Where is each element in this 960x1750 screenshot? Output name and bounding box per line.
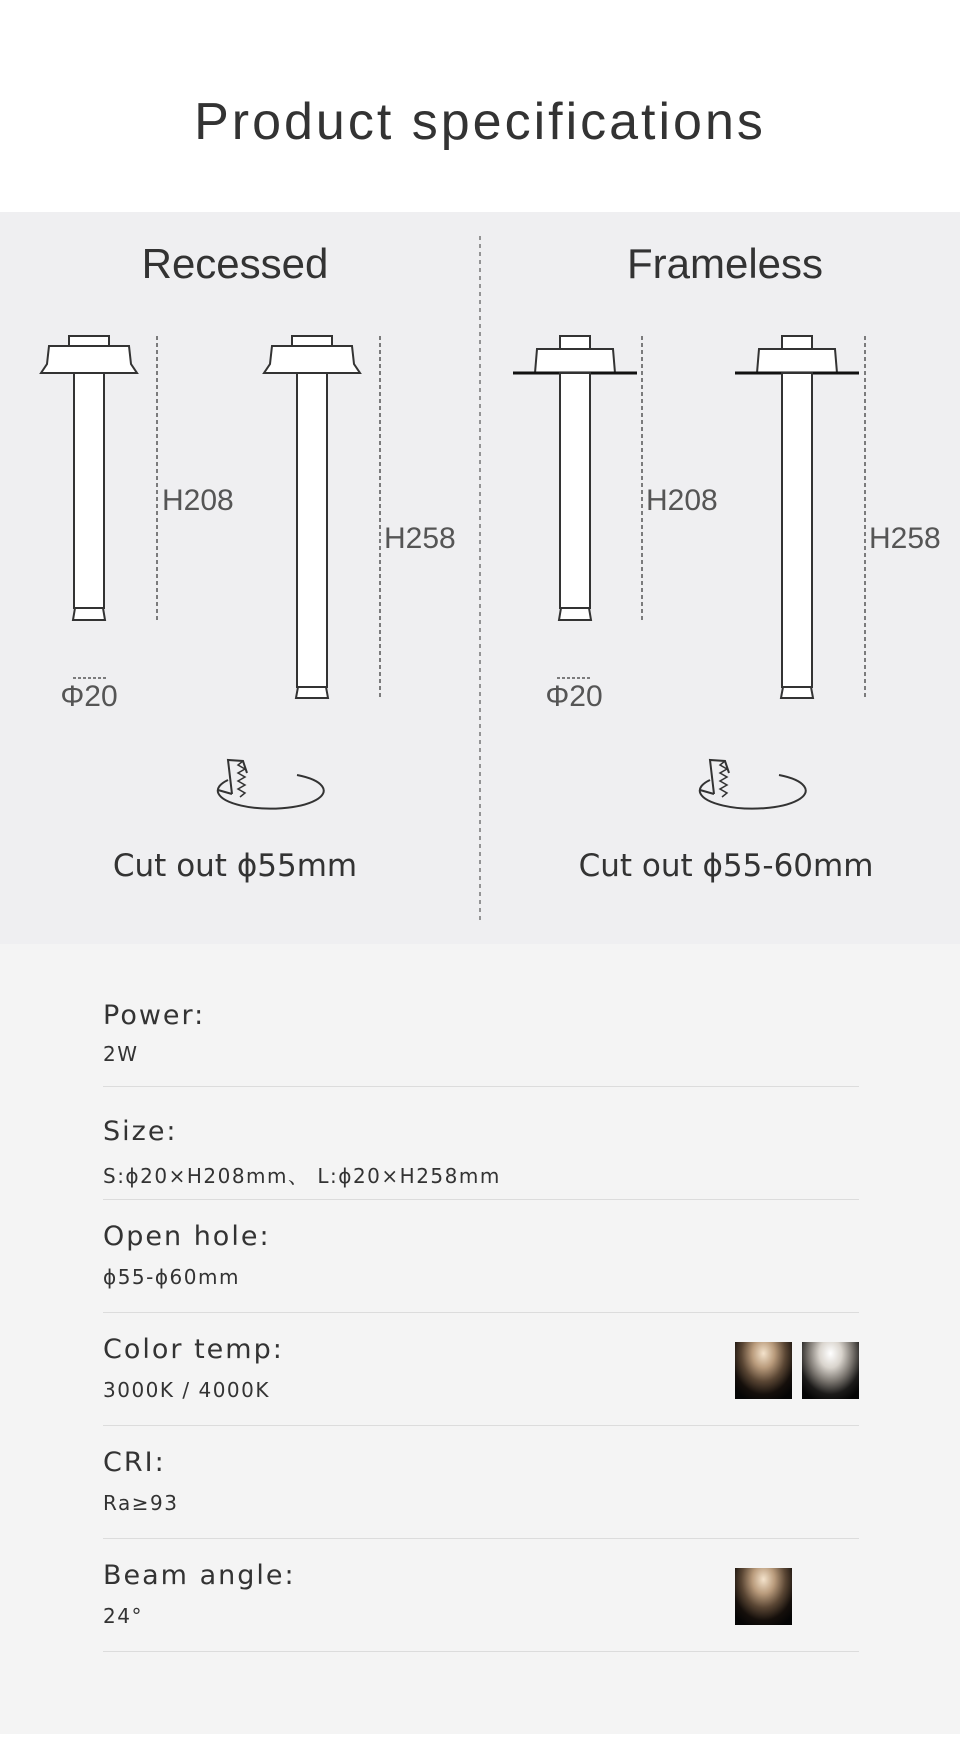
- frameless-long-height-label: H258: [869, 522, 941, 555]
- spec-value: 2W: [103, 1042, 139, 1066]
- page-title: Product specifications: [194, 93, 766, 151]
- spec-row-open-hole: [103, 1199, 859, 1313]
- neutral-light-sample-image: [802, 1342, 859, 1399]
- frameless-long-fixture: [735, 336, 865, 698]
- spec-row-color-temp: [103, 1312, 859, 1426]
- frameless-cutout-label: Cut out ϕ55-60mm: [578, 848, 874, 884]
- recessed-cutout-label: Cut out ϕ55mm: [112, 848, 358, 884]
- frameless-cutout-icon: [700, 760, 806, 809]
- spec-label: Power:: [103, 1000, 206, 1031]
- frameless-diameter-label: Φ20: [545, 680, 603, 713]
- diagram-panel: [0, 212, 960, 944]
- recessed-short-fixture: [41, 336, 157, 678]
- recessed-short-height-label: H208: [162, 484, 234, 517]
- spec-value: ϕ55-ϕ60mm: [103, 1265, 240, 1289]
- warm-beam-sample-image: [735, 1568, 792, 1625]
- spec-label: Beam angle:: [103, 1560, 296, 1591]
- spec-row-power: [103, 944, 859, 1087]
- frameless-title: Frameless: [626, 240, 824, 287]
- spec-label: Open hole:: [103, 1221, 271, 1252]
- spec-label: Size:: [103, 1116, 178, 1147]
- recessed-long-height-label: H258: [384, 522, 456, 555]
- recessed-title: Recessed: [141, 240, 329, 287]
- spec-row-cri: [103, 1425, 859, 1539]
- spec-value: 24°: [103, 1604, 143, 1628]
- spec-row-size: [103, 1086, 859, 1200]
- dimension-drawing: [0, 212, 960, 944]
- recessed-diameter-label: Φ20: [60, 680, 118, 713]
- spec-value: Ra≥93: [103, 1491, 179, 1515]
- spec-label: Color temp:: [103, 1334, 284, 1365]
- spec-value: 3000K / 4000K: [103, 1378, 270, 1402]
- frameless-short-fixture: [513, 336, 642, 678]
- spec-value: S:ϕ20×H208mm、 L:ϕ20×H258mm: [103, 1164, 501, 1188]
- recessed-long-fixture: [264, 336, 380, 698]
- spec-label: CRI:: [103, 1447, 166, 1478]
- warm-light-sample-image: [735, 1342, 792, 1399]
- frameless-short-height-label: H208: [646, 484, 718, 517]
- spec-row-beam-angle: [103, 1538, 859, 1652]
- recessed-cutout-icon: [218, 760, 324, 809]
- spec-list: [0, 944, 960, 1734]
